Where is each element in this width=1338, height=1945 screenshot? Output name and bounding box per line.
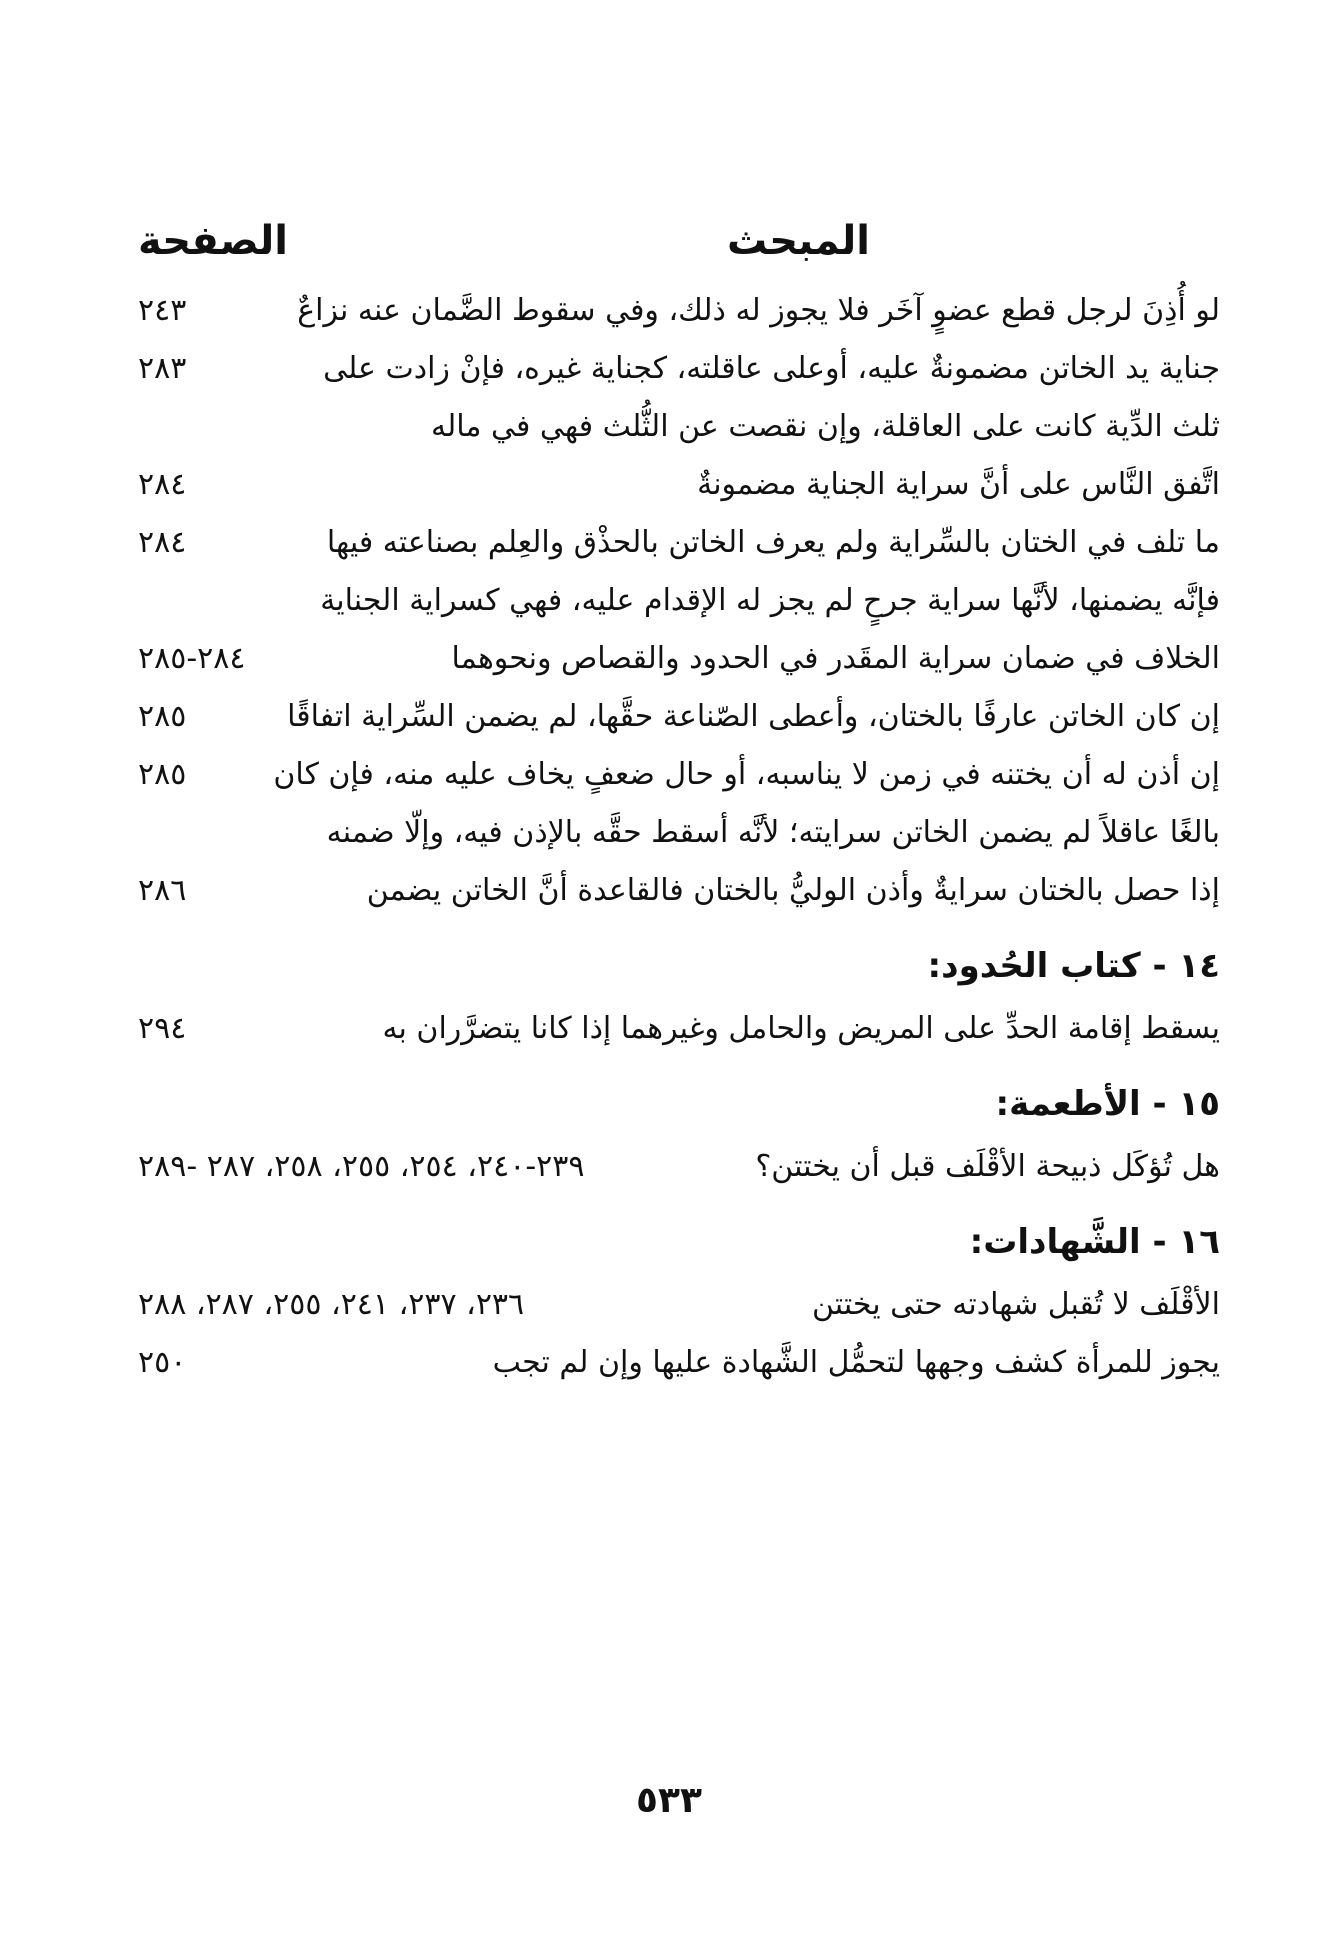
entry-page: ٢٣٦، ٢٣٧، ٢٤١، ٢٥٥، ٢٨٧، ٢٨٨ [138,1287,525,1322]
index-entry [138,1276,1220,1334]
entry-page: ٢٨٦ [138,873,187,908]
section-heading [138,1058,1220,1138]
entry-text: إذا حصل بالختان سرايةٌ وأذن الوليُّ بالختان فالقاعدة أنَّ الخاتن يضمن [366,873,1220,908]
topic-column-header: المبحث [726,218,870,264]
entry-text: يسقط إقامة الحدِّ على المريض والحامل وغيرهما إذا كانا يتضرَّران به [382,1011,1220,1046]
entry-text: الأقْلَف لا تُقبل شهادته حتى يختتن [811,1287,1220,1322]
index-entry [138,282,1220,340]
entry-text: الخلاف في ضمان سراية المقَدر في الحدود والقصاص ونحوهما [451,641,1220,676]
entry-text: ما تلف في الختان بالسِّراية ولم يعرف الخاتن بالحذْق والعِلم بصناعته فيها [326,525,1220,560]
entry-page: ٢٥٠ [138,1345,187,1380]
entry-continuation [138,804,1220,862]
index-entry [138,340,1220,398]
page-column-header: الصفحة [138,218,289,264]
entry-text: إن كان الخاتن عارفًا بالختان، وأعطى الصّناعة حقَّها، لم يضمن السِّراية اتفاقًا [287,699,1220,734]
index-entry [138,1334,1220,1392]
section-title: ١٥ - الأطعمة: [995,1084,1220,1124]
entry-page: ٢٨٥ [138,757,187,792]
index-entry [138,862,1220,920]
section-title: ١٤ - كتاب الحُدود: [927,946,1220,986]
index-entry [138,746,1220,804]
entry-continuation [138,398,1220,456]
section-heading [138,920,1220,1000]
entry-text: بالغًا عاقلاً لم يضمن الخاتن سرايته؛ لأنَّه أسقط حقَّه بالإذن فيه، وإلّا ضمنه [326,815,1220,850]
table-header [138,218,1220,282]
entry-text: فإنَّه يضمنها، لأنَّها سراية جرحٍ لم يجز له الإقدام عليه، فهي كسراية الجناية [320,583,1220,618]
section-title: ١٦ - الشَّهادات: [969,1222,1220,1262]
section-heading [138,1196,1220,1276]
entry-text: إن أذن له أن يختنه في زمن لا يناسبه، أو حال ضعفٍ يخاف عليه منه، فإن كان [273,757,1220,792]
entry-page: ٢٨٣ [138,351,187,386]
index-entry [138,1138,1220,1196]
entry-text: هل تُؤكَل ذبيحة الأقْلَف قبل أن يختتن؟ [755,1149,1220,1184]
entry-page: ٢٨٤ [138,467,187,502]
entry-page: ٢٨٤-٢٨٥ [138,641,246,676]
index-entry [138,1000,1220,1058]
index-entry [138,688,1220,746]
entry-page: ٢٤٣ [138,293,187,328]
index-entry [138,514,1220,572]
entry-page: ٢٨٤ [138,525,187,560]
entry-text: ثلث الدِّية كانت على العاقلة، وإن نقصت عن الثُّلث فهي في ماله [431,409,1220,444]
entry-text: اتَّفق النَّاس على أنَّ سراية الجناية مضمونةٌ [697,467,1220,502]
page-number: ٥٣٣ [636,1780,702,1821]
entry-text: يجوز للمرأة كشف وجهها لتحمُّل الشَّهادة عليها وإن لم تجب [492,1345,1220,1380]
entry-page: ٢٣٩-٢٤٠، ٢٥٤، ٢٥٥، ٢٥٨، ٢٨٧ -٢٨٩ [138,1149,585,1184]
index-page [138,218,1220,1392]
entry-page: ٢٨٥ [138,699,187,734]
index-entry [138,456,1220,514]
entry-page: ٢٩٤ [138,1011,187,1046]
entry-text: جناية يد الخاتن مضمونةٌ عليه، أوعلى عاقلته، كجناية غيره، فإنْ زادت على [323,351,1220,386]
entry-text: لو أُذِنَ لرجل قطع عضوٍ آخَر فلا يجوز له ذلك، وفي سقوط الضَّمان عنه نزاعٌ [297,293,1220,328]
index-entry [138,630,1220,688]
entry-continuation [138,572,1220,630]
